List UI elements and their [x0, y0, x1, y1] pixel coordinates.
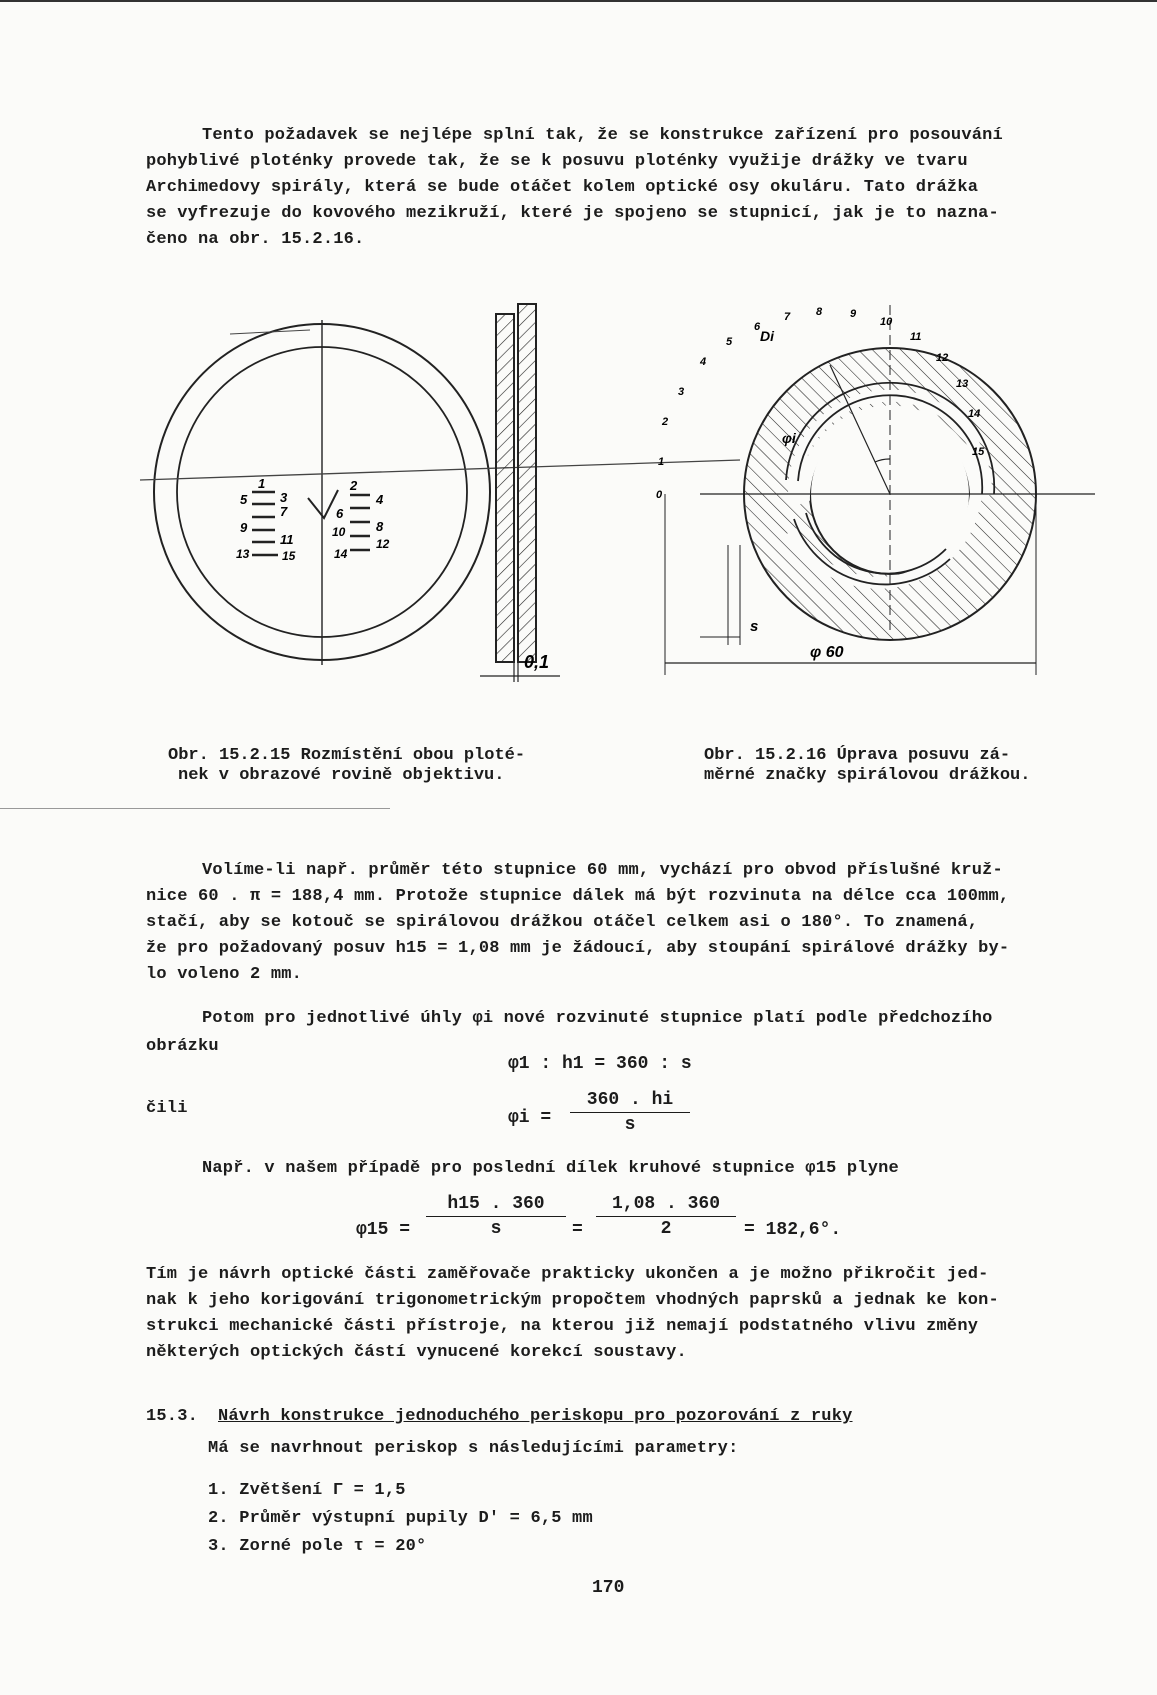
- equation-phii-lhs: φi =: [508, 1108, 552, 1128]
- angle-number-4: 4: [700, 356, 707, 368]
- angle-number-1: 1: [658, 456, 665, 468]
- para5-line-3: strukci mechanické části přístroje, na kterou již nemají podstatného vlivu změny: [146, 1317, 979, 1336]
- para3-line-1: Potom pro jednotlivé úhly φi nové rozvinuté stupnice platí podle předchozího: [202, 1009, 993, 1028]
- scale-label-1: 1: [258, 476, 266, 491]
- figure-separator-line: [0, 808, 390, 809]
- top-border-line: [0, 0, 1157, 2]
- equation-phi1: φ1 : h1 = 360 : s: [508, 1054, 692, 1074]
- scale-label-3: 3: [280, 490, 288, 505]
- para2-line-3: stačí, aby se kotouč se spirálovou drážkou otáčel celkem asi o 180°. To znamená,: [146, 913, 979, 932]
- equation-phii-denominator: s: [624, 1115, 636, 1135]
- figure-spiral-groove-drawing: [656, 305, 1120, 725]
- scale-label-10: 10: [332, 525, 346, 539]
- intro-line-5: čeno na obr. 15.2.16.: [146, 230, 365, 249]
- para2-line-4: že pro požadovaný posuv h15 = 1,08 mm je žádoucí, aby stoupání spirálové drážky by-: [146, 939, 1010, 958]
- scale-label-9: 9: [240, 520, 248, 535]
- angle-number-7: 7: [784, 311, 791, 323]
- figure-plates-drawing: [140, 310, 740, 730]
- equation-phi15-fraction-2: [596, 1194, 736, 1239]
- angle-number-5: 5: [726, 336, 733, 348]
- angle-number-12: 12: [936, 352, 949, 364]
- angle-number-3: 3: [678, 386, 685, 398]
- diameter-label: φ 60: [810, 644, 844, 661]
- angle-number-10: 10: [880, 316, 893, 328]
- para3-line-2: obrázku: [146, 1037, 219, 1056]
- scale-label-13: 13: [236, 547, 250, 561]
- equation-phi15-lhs: φ15 =: [356, 1220, 411, 1240]
- radius-label: Di: [760, 328, 774, 344]
- angle-number-9: 9: [850, 308, 857, 320]
- intro-line-1: Tento požadavek se nejlépe splní tak, že se konstrukce zařízení pro posouvání: [202, 126, 1003, 145]
- angle-number-13: 13: [956, 378, 969, 390]
- equation-phi15-result: = 182,6°.: [744, 1220, 842, 1240]
- angle-number-6: 6: [754, 321, 761, 333]
- section-intro: Má se navrhnout periskop s následujícími parametry:: [208, 1439, 739, 1458]
- section-number: 15.3.: [146, 1407, 199, 1426]
- cili-label: čili: [146, 1099, 188, 1118]
- angle-number-0: 0: [656, 489, 663, 501]
- scale-label-11: 11: [280, 532, 294, 547]
- para4-line-1: Např. v našem případě pro poslední dílek kruhové stupnice φ15 plyne: [202, 1159, 899, 1178]
- para5-line-1: Tím je návrh optické části zaměřovače prakticky ukončen a je možno přikročit jed-: [146, 1265, 989, 1284]
- angle-number-11: 11: [910, 331, 922, 343]
- angle-number-15: 15: [972, 446, 985, 458]
- caption-fig-15-2-15-line-2: nek v obrazové rovině objektivu.: [178, 766, 505, 785]
- intro-line-3: Archimedovy spirály, která se bude otáčet kolem optické osy okuláru. Tato drážka: [146, 178, 979, 197]
- intro-line-2: pohyblivé ploténky provede tak, že se k posuvu ploténky využije drážky ve tvaru: [146, 152, 968, 171]
- equation-phii-fraction: [570, 1090, 690, 1135]
- caption-fig-15-2-15-line-1: Obr. 15.2.15 Rozmístění obou ploté-: [168, 746, 526, 765]
- scale-label-6: 6: [336, 506, 344, 521]
- pitch-label: s: [750, 618, 759, 635]
- para5-line-2: nak k jeho korigování trigonometrickým propočtem vhodných paprsků a jednak ke kon-: [146, 1291, 999, 1310]
- equation-phi15-fraction-1: [426, 1194, 566, 1239]
- scale-label-15: 15: [282, 549, 296, 563]
- scale-label-7: 7: [280, 504, 288, 519]
- scale-label-14: 14: [334, 547, 348, 561]
- caption-fig-15-2-16-line-1: Obr. 15.2.16 Úprava posuvu zá-: [704, 746, 1011, 765]
- scale-label-2: 2: [350, 478, 358, 493]
- section-title: Návrh konstrukce jednoduchého periskopu pro pozorování z ruky: [218, 1407, 853, 1426]
- para5-line-4: některých optických částí vynucené korekcí soustavy.: [146, 1343, 687, 1362]
- equation-phi15-numerator-2: 1,08 . 360: [611, 1194, 721, 1214]
- parameter-item-3: 3. Zorné pole τ = 20°: [208, 1537, 427, 1556]
- para2-line-5: lo voleno 2 mm.: [146, 965, 303, 984]
- angle-number-8: 8: [816, 306, 823, 318]
- dimension-label-0-1: 0,1: [524, 652, 550, 672]
- page: Tento požadavek se nejlépe splní tak, že se konstrukce zařízení pro posouvání pohyblivé ploténky provede tak, že se k posuvu ploténky využije drážky ve tvaru Archimedovy spirály, která se bude otáčet kolem optické osy okuláru. Tato drážka se vyfrezuje do kovového mezikruží, které je spojeno se stupnicí, jak je to nazna- čeno na obr. 15.2.16. 1 3 5 7 9 11 13 15 2 4 6 8 10 12 14 0,1 s φ 60 φi Di 0 1 2 3 4 5 6 7 8 9 10 11 12 13 14 15 Obr. 15.2.15 Rozmístění obou ploté- nek v obrazové rovině objektivu. Obr. 15.2.16 Úprava posuvu zá- měrné značky spirálovou drážkou. Volíme-li např. průměr této stupnice 60 mm, vychází pro obvod příslušné kruž- nice 60 . π = 188,4 mm. Protože stupnice dálek má být rozvinuta na délce cca 100mm, stačí, aby se kotouč se spirálovou drážkou otáčel celkem asi o 180°. To znamená, že pro požadovaný posuv h15 = 1,08 mm je žádoucí, aby stoupání spirálové drážky by- lo voleno 2 mm. Potom pro jednotlivé úhly φi nové rozvinuté stupnice platí podle předchozího obrázku φ1 : h1 = 360 : s čili φi = 360 . hi s Např. v našem případě pro poslední dílek kruhové stupnice φ15 plyne φ15 = h15 . 360 s = 1,08 . 360 2 = 182,6°. Tím je návrh optické části zaměřovače prakticky ukončen a je možno přikročit jed- nak k jeho korigování trigonometrickým propočtem vhodných paprsků a jednak ke kon- strukci mechanické části přístroje, na kterou již nemají podstatného vlivu změny některých optických částí vynucené korekcí soustavy. 15.3. Návrh konstrukce jednoduchého periskopu pro pozorování z ruky Má se navrhnout periskop s následujícími parametry: 1. Zvětšení Γ = 1,5 2. Průměr výstupní pupily D' = 6,5 mm 3. Zorné pole τ = 20° 170: [0, 0, 1157, 1695]
- parameter-item-1: 1. Zvětšení Γ = 1,5: [208, 1481, 406, 1500]
- scale-label-12: 12: [376, 537, 390, 551]
- page-number: 170: [592, 1578, 625, 1598]
- equation-phi15-denominator-2: 2: [660, 1219, 672, 1239]
- equation-phi15-numerator-1: h15 . 360: [447, 1194, 545, 1214]
- equation-phii-numerator: 360 . hi: [586, 1090, 674, 1110]
- scale-label-8: 8: [376, 519, 384, 534]
- angle-label: φi: [782, 430, 796, 446]
- para2-line-1: Volíme-li např. průměr této stupnice 60 mm, vychází pro obvod příslušné kruž-: [202, 861, 1003, 880]
- parameter-item-2: 2. Průměr výstupní pupily D' = 6,5 mm: [208, 1509, 593, 1528]
- scale-label-5: 5: [240, 492, 248, 507]
- scale-label-4: 4: [376, 492, 384, 507]
- caption-fig-15-2-16-line-2: měrné značky spirálovou drážkou.: [704, 766, 1031, 785]
- equation-phi15-denominator-1: s: [490, 1219, 502, 1239]
- angle-number-14: 14: [968, 408, 981, 420]
- intro-line-4: se vyfrezuje do kovového mezikruží, které je spojeno se stupnicí, jak je to nazna-: [146, 204, 999, 223]
- angle-number-2: 2: [662, 416, 669, 428]
- para2-line-2: nice 60 . π = 188,4 mm. Protože stupnice dálek má být rozvinuta na délce cca 100mm,: [146, 887, 1010, 906]
